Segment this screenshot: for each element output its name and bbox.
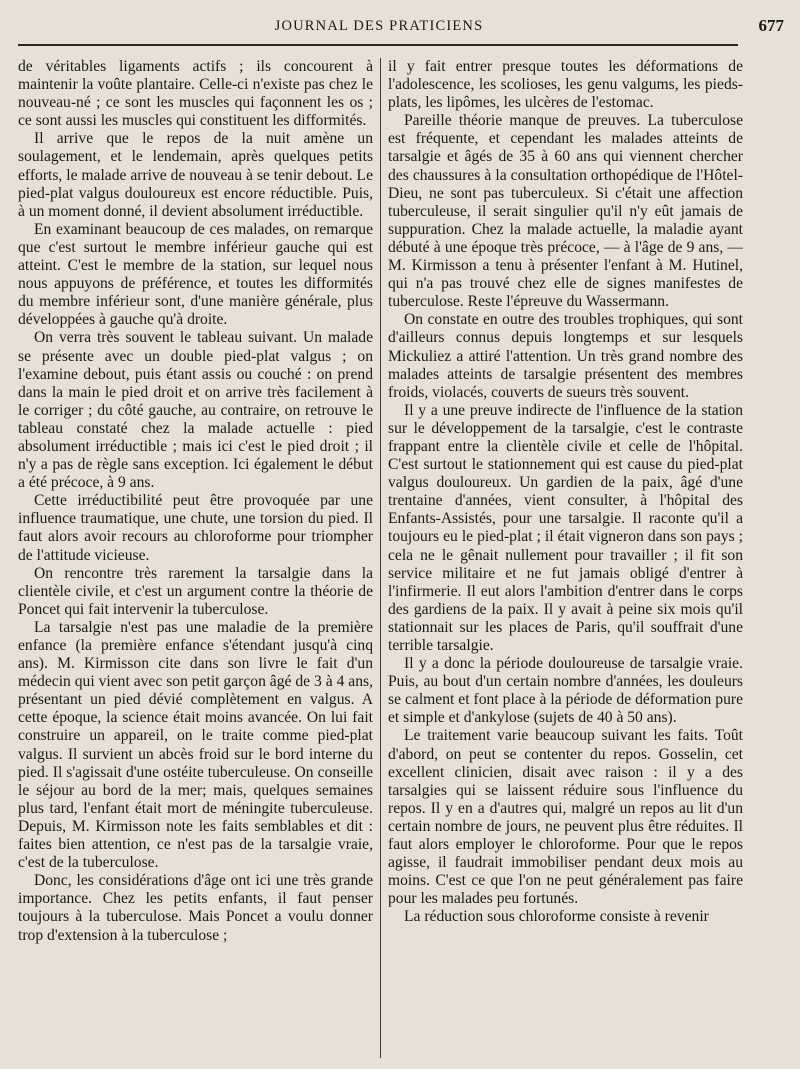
paragraph: Le traitement varie beaucoup suivant les faits. Toût d'abord, on peut se contenter du repos. Gosselin, cet excellent clinicien, disait avec raison : il y a des tarsalgies qui se laissent réduire sous l'influence du repos. Il y en a d'autres qui, malgré un repos au lit d'un certain nombre de jours, ne peuvent plus être réduites. Il faut alors employer le chloroforme. Pour que le repos agisse, il faudrait immobiliser pendant deux mois au moins. C'est ce que l'on ne peut généralement pas faire pour les malades peu fortunés. bbox=[388, 727, 743, 908]
left-column bbox=[18, 58, 373, 1058]
paragraph: On rencontre très rarement la tarsalgie dans la clientèle civile, et c'est un argument contre la théorie de Poncet qui fait intervenir la tuberculose. bbox=[18, 564, 373, 618]
paragraph: Pareille théorie manque de preuves. La tuberculose est fréquente, et cependant les malades atteints de tarsalgie et âgés de 35 à 60 ans qui viennent chercher des chaussures à la consultation orthopédique de l'Hôtel-Dieu, ne sont pas tuberculeux. Si c'était une affection tuberculeuse, il serait singulier qu'il n'y eût jamais de suppuration. Chez la malade actuelle, la maladie ayant débuté à une époque très précoce, — à l'âge de 9 ans, — M. Kirmisson a tenu à présenter l'enfant à M. Hutinel, qui n'a pas trouvé chez elle de signes manifestes de tuberculose. Reste l'épreuve du Wassermann. bbox=[388, 112, 743, 311]
paragraph: La tarsalgie n'est pas une maladie de la première enfance (la première enfance s'étendant jusqu'à cinq ans). M. Kirmisson cite dans son livre le fait d'un médecin qui vient avec son petit garçon âgé de 3 à 4 ans, présentant un pied dévié complètement en valgus. A cette époque, la science était moins avancée. On lui fait construire un appareil, on le traite comme pied-plat valgus. Il survient un abcès froid sur le bord interne du pied. Il s'agissait d'une ostéite tuberculeuse. On conseille le séjour au bord de la mer; mais, quelques semaines plus tard, l'enfant était mort de méningite tuberculeuse. Depuis, M. Kirmisson note les faits semblables et dit : faites bien attention, ce n'est pas de la tarsalgie vraie, c'est de la tuberculose. bbox=[18, 618, 373, 872]
paragraph: il y fait entrer presque toutes les déformations de l'adolescence, les scolioses, les genu valgums, les pieds-plats, les lipômes, les ulcères de l'estomac. bbox=[388, 58, 743, 112]
paragraph: de véritables ligaments actifs ; ils concourent à maintenir la voûte plantaire. Celle-ci n'existe pas chez le nouveau-né ; ce sont les muscles qui façonnent les os ; ce sont aussi les muscles qui constituent les difformités. bbox=[18, 58, 373, 130]
paragraph: La réduction sous chloroforme consiste à revenir bbox=[404, 908, 709, 926]
page-number: 677 bbox=[758, 16, 784, 35]
paragraph: En examinant beaucoup de ces malades, on remarque que c'est surtout le membre inférieur gauche qui est atteint. C'est le membre de la station, sur lequel nous nous appuyons de préférence, et toutes les difformités du membre inférieur sont, d'une manière générale, plus développées à gauche qu'à droite. bbox=[18, 220, 373, 329]
journal-title: JOURNAL DES PRATICIENS bbox=[274, 18, 484, 34]
column-divider bbox=[380, 58, 381, 1058]
paragraph: Il y a donc la période douloureuse de tarsalgie vraie. Puis, au bout d'un certain nombre d'années, les douleurs se calment et font place à la période de déformation pure et simple et d'ankylose (sujets de 40 à 50 ans). bbox=[388, 655, 743, 727]
header-rule bbox=[18, 44, 738, 46]
paragraph: On verra très souvent le tableau suivant. Un malade se présente avec un double pied-plat valgus ; on l'examine debout, puis étant assis ou couché : on prend dans la main le pied droit et on arrive très facilement à le corriger ; du côté gauche, au contraire, on retrouve le tableau constaté chez la malade actuelle : pied absolument irréductible ; mais ici c'est le pied droit ; il n'y a pas de règle sans exception. Ici également le début a été précoce, à 9 ans. bbox=[18, 329, 373, 492]
page-header bbox=[18, 14, 784, 42]
right-column bbox=[388, 58, 743, 1058]
paragraph: Donc, les considérations d'âge ont ici une très grande importance. Chez les petits enfants, il faut penser toujours à la tuberculose. Mais Poncet a voulu donner trop d'extension à la tuberculose ; bbox=[18, 872, 373, 944]
paragraph: Cette irréductibilité peut être provoquée par une influence traumatique, une chute, une torsion du pied. Il faut alors avoir recours au chloroforme pour triompher de l'attitude vicieuse. bbox=[18, 492, 373, 564]
paragraph: Il arrive que le repos de la nuit amène un soulagement, et le lendemain, après quelques petits efforts, le malade arrive de nouveau à se tenir debout. Le pied-plat valgus douloureux est encore réductible. Puis, à un moment donné, il devient absolument irréductible. bbox=[18, 130, 373, 220]
paragraph: On constate en outre des troubles trophiques, qui sont d'ailleurs connus depuis longtemps et sur lesquels Mickuliez a attiré l'attention. Un très grand nombre des malades atteints de tarsalgie présentent des membres froids, violacés, couverts de sueurs très souvent. bbox=[388, 311, 743, 401]
paragraph: Il y a une preuve indirecte de l'influence de la station sur le développement de la tarsalgie, c'est le contraste frappant entre la clientèle civile et celle de l'hôpital. C'est surtout le stationnement qui est cause du pied-plat valgus douloureux. Un gardien de la paix, âgé d'une trentaine d'années, vient consulter, à l'hôpital des Enfants-Assistés, pour une tarsalgie. Il raconte qu'il a toujours eu le pied-plat ; il était vigneron dans son pays ; cela ne le gênait nullement pour travailler ; il fit son service militaire et ne fut jamais obligé d'entrer à l'infirmerie. Il eut alors l'ambition d'entrer dans le corps des gardiens de la paix. Il y avait à peine six mois qu'il stationnait sur les places de Paris, qu'il souffrait d'une terrible tarsalgie. bbox=[388, 401, 743, 654]
